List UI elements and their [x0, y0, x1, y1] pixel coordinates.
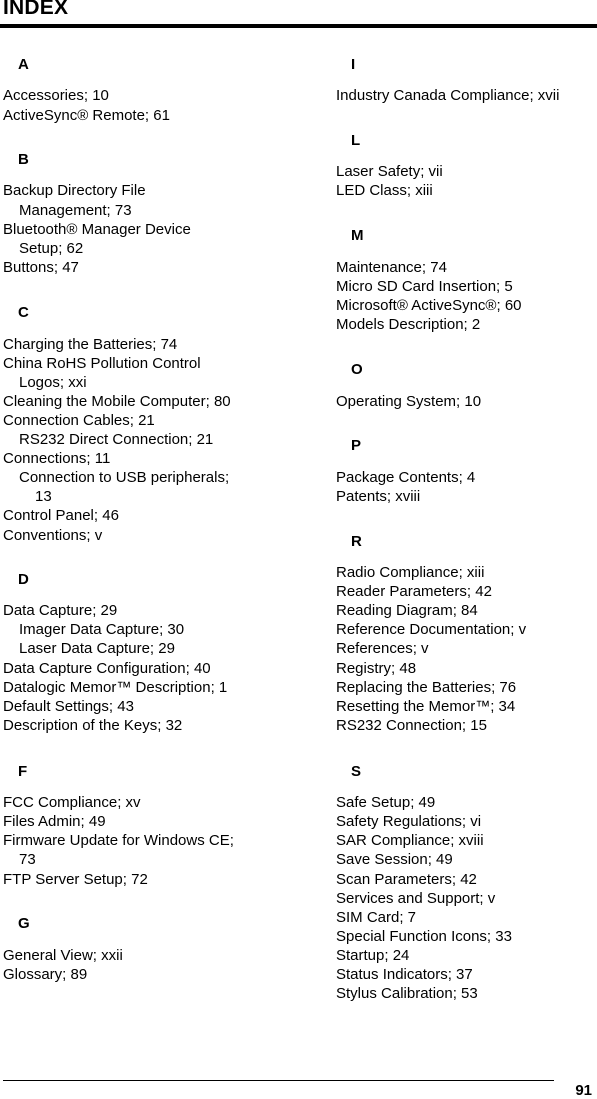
index-entry: Conventions; v — [3, 527, 103, 544]
index-entry: Laser Safety; vii — [336, 163, 443, 180]
index-entry: SAR Compliance; xviii — [336, 832, 484, 849]
index-entry: Firmware Update for Windows CE; — [3, 832, 234, 849]
section-letter-p: P — [351, 437, 362, 454]
index-entry: Charging the Batteries; 74 — [3, 336, 178, 353]
section-letter-g: G — [18, 915, 30, 932]
index-entry: Data Capture Configuration; 40 — [3, 660, 211, 677]
index-entry: Patents; xviii — [336, 488, 421, 505]
section-letter-s: S — [351, 763, 362, 780]
index-subentry: RS232 Direct Connection; 21 — [19, 431, 214, 448]
index-entry: Glossary; 89 — [3, 966, 88, 983]
index-entry: Data Capture; 29 — [3, 602, 118, 619]
index-entry: Safety Regulations; vi — [336, 813, 482, 830]
index-entry: Status Indicators; 37 — [336, 966, 473, 983]
index-entry: Scan Parameters; 42 — [336, 871, 477, 888]
index-entry: ActiveSync® Remote; 61 — [3, 107, 170, 124]
page-number: 91 — [575, 1082, 592, 1099]
index-entry: Buttons; 47 — [3, 259, 79, 276]
index-entry: Connections; 11 — [3, 450, 111, 467]
index-entry: Models Description; 2 — [336, 316, 481, 333]
index-entry: Files Admin; 49 — [3, 813, 106, 830]
index-entry: Datalogic Memor™ Description; 1 — [3, 679, 228, 696]
index-entry: LED Class; xiii — [336, 182, 433, 199]
index-entry: China RoHS Pollution Control — [3, 355, 201, 372]
index-entry: Default Settings; 43 — [3, 698, 134, 715]
section-letter-b: B — [18, 151, 29, 168]
section-letter-o: O — [351, 361, 363, 378]
index-entry: Operating System; 10 — [336, 393, 482, 410]
index-entry: Cleaning the Mobile Computer; 80 — [3, 393, 231, 410]
index-entry: Radio Compliance; xiii — [336, 564, 485, 581]
index-subentry: 73 — [19, 851, 36, 868]
index-entry: Stylus Calibration; 53 — [336, 985, 478, 1002]
section-letter-d: D — [18, 571, 29, 588]
index-entry: Bluetooth® Manager Device — [3, 221, 191, 238]
index-subentry: Connection to USB peripherals; — [19, 469, 230, 486]
index-entry: Industry Canada Compliance; xvii — [336, 87, 560, 104]
index-entry: FTP Server Setup; 72 — [3, 871, 148, 888]
index-subentry: 13 — [35, 488, 52, 505]
section-letter-c: C — [18, 304, 29, 321]
index-entry: Special Function Icons; 33 — [336, 928, 512, 945]
index-subentry: Laser Data Capture; 29 — [19, 640, 175, 657]
index-entry: Description of the Keys; 32 — [3, 717, 183, 734]
index-entry: Save Session; 49 — [336, 851, 453, 868]
section-letter-a: A — [18, 56, 29, 73]
title-rule — [0, 24, 597, 28]
index-entry: Maintenance; 74 — [336, 259, 447, 276]
index-entry: RS232 Connection; 15 — [336, 717, 487, 734]
section-letter-f: F — [18, 763, 28, 780]
index-subentry: Logos; xxi — [19, 374, 87, 391]
index-entry: References; v — [336, 640, 429, 657]
index-entry: Package Contents; 4 — [336, 469, 476, 486]
index-entry: Reference Documentation; v — [336, 621, 527, 638]
index-subentry: Imager Data Capture; 30 — [19, 621, 185, 638]
footer-rule — [3, 1080, 554, 1081]
index-entry: Connection Cables; 21 — [3, 412, 155, 429]
index-entry: Microsoft® ActiveSync®; 60 — [336, 297, 522, 314]
section-letter-i: I — [351, 56, 356, 73]
index-subentry: Setup; 62 — [19, 240, 84, 257]
index-entry: Replacing the Batteries; 76 — [336, 679, 517, 696]
index-entry: Registry; 48 — [336, 660, 417, 677]
index-entry: Accessories; 10 — [3, 87, 109, 104]
index-entry: Safe Setup; 49 — [336, 794, 436, 811]
section-letter-m: M — [351, 227, 364, 244]
index-entry: Micro SD Card Insertion; 5 — [336, 278, 513, 295]
index-entry: Resetting the Memor™; 34 — [336, 698, 516, 715]
index-entry: Reader Parameters; 42 — [336, 583, 492, 600]
section-letter-l: L — [351, 132, 361, 149]
index-entry: Control Panel; 46 — [3, 507, 119, 524]
index-entry: Backup Directory File — [3, 182, 146, 199]
index-entry: Startup; 24 — [336, 947, 410, 964]
index-entry: FCC Compliance; xv — [3, 794, 141, 811]
index-entry: General View; xxii — [3, 947, 123, 964]
index-entry: Reading Diagram; 84 — [336, 602, 478, 619]
index-entry: Services and Support; v — [336, 890, 496, 907]
index-subentry: Management; 73 — [19, 202, 132, 219]
page-title: INDEX — [3, 0, 69, 19]
index-entry: SIM Card; 7 — [336, 909, 417, 926]
section-letter-r: R — [351, 533, 362, 550]
